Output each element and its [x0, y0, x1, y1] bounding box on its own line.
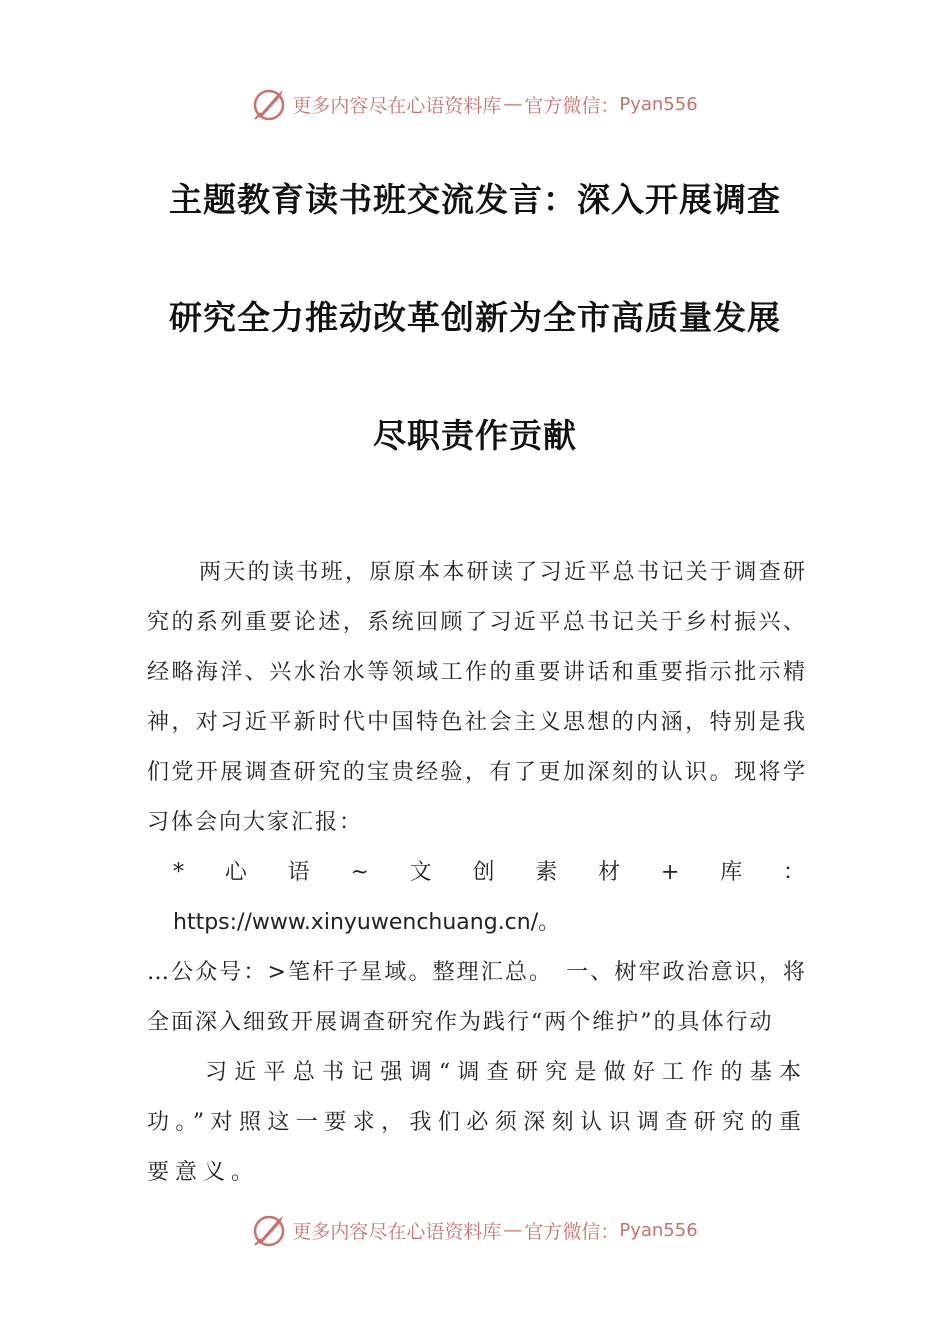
source-note-suffix: 。 — [538, 910, 563, 935]
paragraph-quote: 习近平总书记强调“调查研究是做好工作的基本功。”对照这一要求，我们必须深刻认识调查研究的重要意义。 — [147, 1060, 807, 1185]
title-line-3: 尽职责作贡献 — [373, 416, 577, 455]
banner-wechat-id: Pyan556 — [619, 1219, 698, 1241]
banner-text: 更多内容尽在心语资料库 — [292, 1220, 502, 1243]
document-body — [147, 548, 807, 1198]
banner-wechat-id: Pyan556 — [619, 93, 698, 115]
source-link[interactable]: https://www.xinyuwenchuang.cn/ — [173, 910, 539, 935]
paragraph-section-1: …公众号：>笔杆子星域。整理汇总。 一、树牢政治意识，将全面深入细致开展调查研究作为践行“两个维护”的具体行动 — [147, 960, 807, 1035]
pen-logo-icon — [252, 86, 288, 122]
watermark-banner-bottom — [0, 1210, 950, 1250]
title-line-1: 主题教育读书班交流发言：深入开展调查 — [169, 180, 781, 219]
source-note-prefix: *心语~文创素材+库： — [173, 860, 807, 885]
title-line-2: 研究全力推动改革创新为全市高质量发展 — [169, 298, 781, 337]
watermark-banner-top — [0, 84, 950, 124]
source-note — [147, 848, 807, 948]
banner-separator: — — [503, 93, 523, 115]
banner-wechat-label: 官方微信： — [524, 94, 620, 117]
banner-separator: — — [503, 1219, 523, 1241]
pen-logo-icon — [252, 1212, 288, 1248]
paragraph-intro: 两天的读书班，原原本本研读了习近平总书记关于调查研究的系列重要论述，系统回顾了习近平总书记关于乡村振兴、经略海洋、兴水治水等领域工作的重要讲话和重要指示批示精神，对习近平新时代中国特色社会主义思想的内涵，特别是我们党开展调查研究的宝贵经验，有了更加深刻的认识。现将学习体会向大家汇报： — [147, 560, 807, 835]
banner-text: 更多内容尽在心语资料库 — [292, 94, 502, 117]
banner-wechat-label: 官方微信： — [524, 1220, 620, 1243]
